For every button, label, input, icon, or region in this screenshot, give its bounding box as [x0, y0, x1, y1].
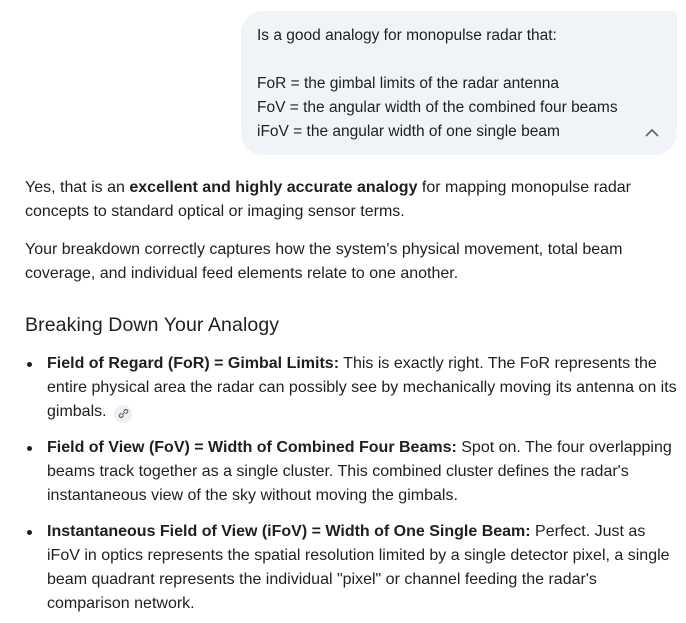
user-message-line: FoR = the gimbal limits of the radar antenna: [257, 75, 559, 92]
section-heading: Breaking Down Your Analogy: [25, 314, 280, 336]
list-item-term: Field of Regard (FoR) = Gimbal Limits:: [47, 355, 340, 372]
list-item-text: Spot on. The four overlapping beams track together as a single cluster. This combined cluster defines the radar's instantaneous view of the sky without moving the gimbals.: [47, 439, 672, 504]
list-item-term: Instantaneous Field of View (iFoV) = Width of One Single Beam:: [47, 523, 531, 540]
list-item-term: Field of View (FoV) = Width of Combined Four Beams:: [47, 439, 457, 456]
link-icon: [118, 408, 129, 419]
user-message-line: FoV = the angular width of the combined four beams: [257, 99, 618, 116]
response-intro: [25, 176, 680, 224]
collapse-message-button[interactable]: [641, 121, 663, 143]
user-message-line: Is a good analogy for monopulse radar that:: [257, 27, 557, 44]
user-message-bubble: [241, 11, 677, 155]
response-paragraph: Your breakdown correctly captures how the system's physical movement, total beam coverage, and individual feed elements relate to one another.: [25, 241, 623, 282]
list-item-text: This is exactly right. The FoR represents the entire physical area the radar can possibly see by mechanically moving its antenna on its gimbals.: [47, 355, 677, 420]
intro-bold: excellent and highly accurate analogy: [129, 179, 418, 196]
user-message-blank-line: [257, 48, 661, 72]
chevron-up-icon: [645, 128, 659, 137]
source-link-button[interactable]: [114, 405, 132, 423]
list-item: [25, 352, 680, 424]
intro-suffix: for mapping monopulse radar concepts to standard optical or imaging sensor terms.: [25, 179, 631, 220]
list-item: [25, 520, 680, 616]
assistant-response: [25, 176, 680, 623]
analogy-list: [25, 352, 680, 616]
intro-prefix: Yes, that is an: [25, 179, 130, 196]
user-message-line: iFoV = the angular width of one single beam: [257, 123, 560, 140]
list-item: [25, 436, 680, 508]
list-item-text: Perfect. Just as iFoV in optics represents the spatial resolution limited by a single detector pixel, a single beam quadrant represents the individual "pixel" or channel feeding the radar's comparison network.: [47, 523, 670, 612]
